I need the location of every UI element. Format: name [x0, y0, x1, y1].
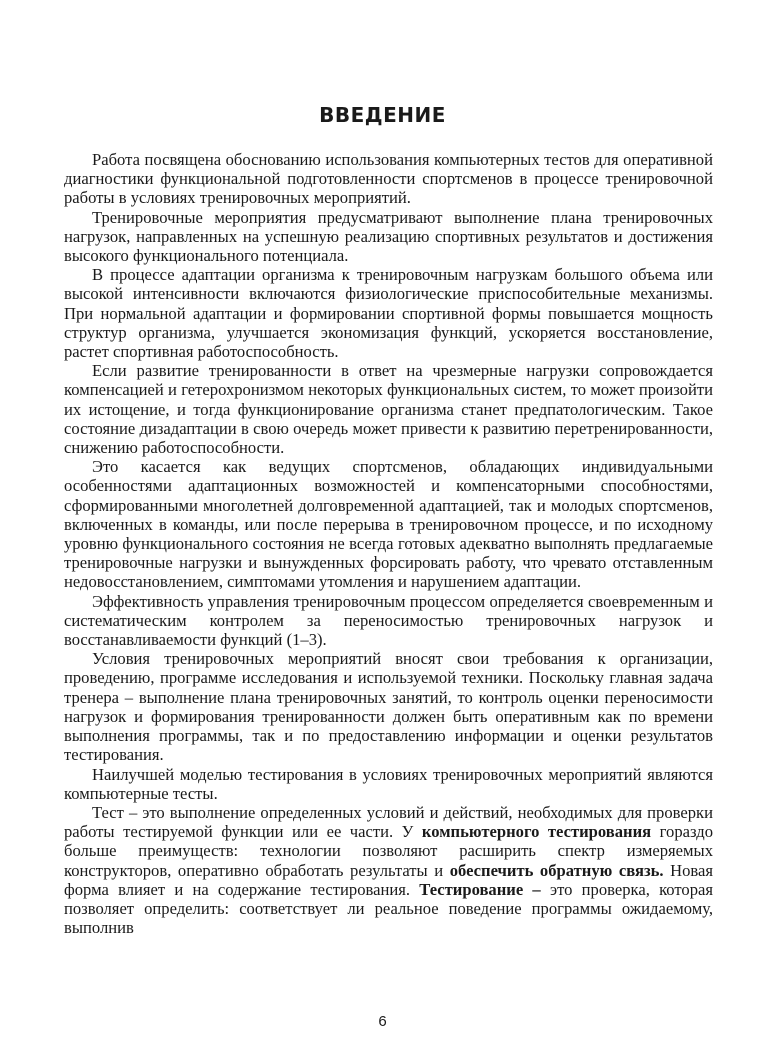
page-title: ВВЕДЕНИЕ	[319, 103, 446, 127]
paragraph: Это касается как ведущих спортсменов, обладающих индивидуальными особенностями адаптационных возможностей и компенсаторными способностями, сформированными многолетней долговременной адаптацией, так и молодых спортсменов, включенных в команды, или после перерыва в тренировочном процессе, и по исходному уровню функционального состояния не всегда готовых адекватно выполнять предлагаемые тренировочные нагрузки и вынужденных форсировать работу, что чревато отставленным недовосстановлением, симптомами утомления и нарушением адаптации.	[64, 457, 713, 592]
bold-term: Тестирование –	[419, 879, 541, 899]
page-number: 6	[378, 1013, 387, 1030]
paragraph: Тренировочные мероприятия предусматривают выполнение плана тренировочных нагрузок, направленных на успешную реализацию спортивных результатов и достижения высокого функционального потенциала.	[64, 207, 713, 266]
bold-term: компьютерного тестирования	[421, 822, 652, 842]
text-run: Тест – это выполнение определенных условий и действий, необходимых для проверки работы тестируемой функции или ее части. У	[64, 802, 713, 842]
paragraph-last	[64, 803, 713, 937]
document-body	[64, 150, 713, 937]
text-run: гораздо больше преимуществ: технологии позволяют расширить спектр измеряемых конструкторов, оперативно обработать результаты и	[64, 822, 713, 880]
paragraph: Работа посвящена обоснованию использования компьютерных тестов для оперативной диагностики функциональной подготовленности спортсменов в процессе тренировочной работы в условиях тренировочных мероприятий.	[64, 150, 713, 208]
paragraph: Наилучшей моделью тестирования в условиях тренировочных мероприятий являются компьютерные тесты.	[64, 764, 713, 803]
paragraph: Условия тренировочных мероприятий вносят свои требования к организации, проведению, программе исследования и используемой техники. Поскольку главная задача тренера – выполнение плана тренировочных занятий, то контроль оценки переносимости нагрузок и формирования тренированности должен быть оперативным как по времени выполнения программы, так и по предоставлению информации и оценки результатов тестирования.	[64, 649, 713, 765]
paragraph: В процессе адаптации организма к тренировочным нагрузкам большого объема или высокой интенсивности включаются физиологические приспособительные механизмы. При нормальной адаптации и формировании спортивной формы повышается мощность структур организма, улучшается экономизация функций, ускоряется восстановление, растет спортивная работоспособность.	[64, 265, 713, 362]
text-run: Новая форма влияет и на содержание тестирования.	[64, 860, 713, 899]
bold-term: обеспечить обратную связь.	[449, 860, 664, 880]
paragraph: Если развитие тренированности в ответ на чрезмерные нагрузки сопровождается компенсацией и гетерохронизмом некоторых функциональных систем, то может произойти их истощение, и тогда функционирование организма станет предпатологическим. Такое состояние дизадаптации в свою очередь может привести к развитию перетренированности, снижению работоспособности.	[64, 361, 713, 458]
text-run: это проверка, которая позволяет определить: соответствует ли реальное поведение программы ожидаемому, выполнив	[64, 879, 713, 938]
paragraph: Эффективность управления тренировочным процессом определяется своевременным и систематическим контролем за переносимостью тренировочных нагрузок и восстанавливаемости функций (1–3).	[64, 591, 713, 650]
